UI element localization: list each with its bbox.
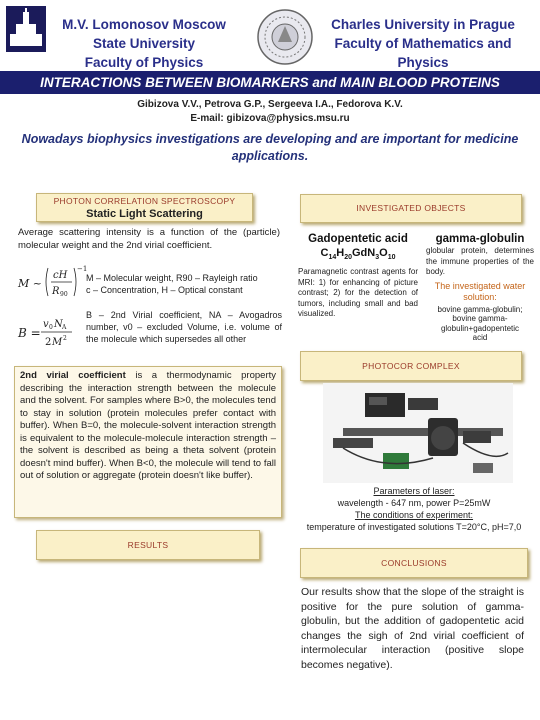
eq1-desc-line-1: M – Molecular weight, R90 – Rayleigh ratio — [86, 273, 258, 283]
equation-virial — [16, 312, 86, 354]
svg-text:N: N — [54, 319, 63, 330]
laser-parameters — [300, 485, 528, 533]
svg-text:v: v — [43, 319, 49, 330]
charles-university-seal — [256, 8, 314, 66]
photocor-heading-box — [300, 351, 522, 381]
results-heading-box — [36, 530, 260, 560]
svg-text:90: 90 — [60, 291, 68, 298]
equation-molecular-weight — [16, 262, 86, 302]
solution-list — [426, 305, 534, 343]
solution-heading: The investigated water solution: — [434, 280, 526, 302]
svg-text:M ~: M ~ — [18, 277, 42, 290]
sls-text: Average scattering intensity is a function of the (particle) molecular weight and the 2nd virial coefficient. — [18, 227, 280, 251]
laser-value: wavelength - 647 nm, power P=25mW — [337, 498, 491, 508]
gad-text: Paramagnetic contrast agents for MRI: 1) for enhancing of picture contrast; 2) for the detection of tumors, including small and bad visualized. — [298, 267, 418, 319]
conclusions-text — [301, 585, 524, 672]
conclusions-heading-box — [300, 548, 528, 578]
results-heading: RESULTS — [127, 540, 169, 550]
objects-heading: INVESTIGATED OBJECTS — [356, 203, 466, 213]
left-university-line-2: State University — [92, 36, 196, 51]
right-university-line-3: Physics — [397, 55, 449, 70]
objects-heading-box — [300, 194, 522, 223]
svg-text:0: 0 — [49, 324, 53, 331]
gadopentetic-acid-block — [298, 232, 418, 320]
sls-heading: Static Light Scattering — [86, 208, 203, 220]
svg-text:−1: −1 — [77, 265, 88, 273]
intro-text: Nowadays biophysics investigations are developing and are important for medicine applications. — [21, 132, 519, 163]
left-university-line-3: Faculty of Physics — [84, 55, 204, 70]
right-university-line-1: Charles University in Prague — [331, 17, 515, 32]
right-university-line-2: Faculty of Mathematics and — [334, 36, 512, 51]
right-university — [318, 15, 528, 72]
authors-block — [0, 98, 540, 126]
virial-text: is a thermodynamic property describing the interaction strength between the molecule and the solvent. For samples where B>0, the molecules tend to stay in solution (protein molecules prefer contact with buffer). When B=0, the molecule-solvent interaction strength is equivalent to the molecule-molecule interaction strength – the solvent is described as being a theta solvent (protein doesn't mind buffer). When B<0, the molecule will tend to fall out of solution or aggregate (protein doesn't like buffer). — [20, 370, 276, 481]
conclusions-heading: CONCLUSIONS — [381, 558, 447, 568]
email: E-mail: gibizova@physics.msu.ru — [190, 113, 350, 124]
solution-item-1: bovine gamma-globulin; — [437, 304, 523, 314]
solution-item-2: bovine gamma- — [452, 314, 508, 323]
virial-coefficient-box — [14, 366, 282, 518]
photocor-heading: PHOTOCOR COMPLEX — [362, 361, 460, 371]
solution-item-4: acid — [472, 333, 488, 342]
gad-title: Gadopentetic acid — [308, 233, 408, 245]
solution-item-3: globulin+gadopentetic — [440, 323, 520, 333]
poster-title: INTERACTIONS BETWEEN BIOMARKERS and MAIN BLOOD PROTEINS — [0, 71, 540, 94]
conclusions-body: Our results show that the slope of the straight is positive for the pure solution of gamma-globulin, but the addition of gadopentetic acid changes the sigh of 2nd virial coefficient of intermolecular interaction (positive slope becomes negative). — [301, 586, 524, 671]
svg-text:2: 2 — [45, 337, 52, 348]
svg-text:cH: cH — [53, 270, 68, 281]
authors: Gibizova V.V., Petrova G.P., Sergeeva I.A., Fedorova K.V. — [137, 99, 403, 110]
svg-text:M: M — [52, 337, 63, 348]
laser-label: Parameters of laser: — [373, 486, 455, 496]
equation-1-description — [86, 272, 282, 296]
msu-logo — [6, 6, 46, 52]
virial-bold-term: 2nd virial coefficient — [20, 370, 126, 381]
gad-formula: $C_{14}H_{20}GdN_3O_{10}$ — [320, 247, 396, 262]
svg-text:B =: B = — [18, 326, 41, 340]
conditions-label: The conditions of experiment: — [354, 510, 474, 520]
pcs-heading: PHOTON CORRELATION SPECTROSCOPY — [53, 196, 236, 206]
eq1-desc-line-2: c – Concentration, H – Optical constant — [86, 285, 243, 295]
conditions-value: temperature of investigated solutions T=20°C, pH=7,0 — [306, 522, 522, 532]
svg-text:2: 2 — [63, 335, 67, 342]
photocor-complex-photo — [323, 383, 513, 483]
left-university-line-1: M.V. Lomonosov Moscow — [62, 17, 226, 32]
svg-text:A: A — [62, 324, 67, 331]
gamma-globulin-block — [426, 232, 534, 343]
left-university — [44, 15, 244, 72]
sls-heading-box — [36, 193, 253, 222]
gg-title: gamma-globulin — [435, 233, 525, 245]
svg-text:R: R — [52, 286, 60, 297]
gg-text: globular protein, determines the immune properties of the body. — [426, 246, 534, 276]
equation-2-description: B – 2nd Virial coefficient, NA – Avogadros number, v0 – excluded Volume, i.e. volume of the molecule which supersedes all other — [86, 310, 282, 344]
